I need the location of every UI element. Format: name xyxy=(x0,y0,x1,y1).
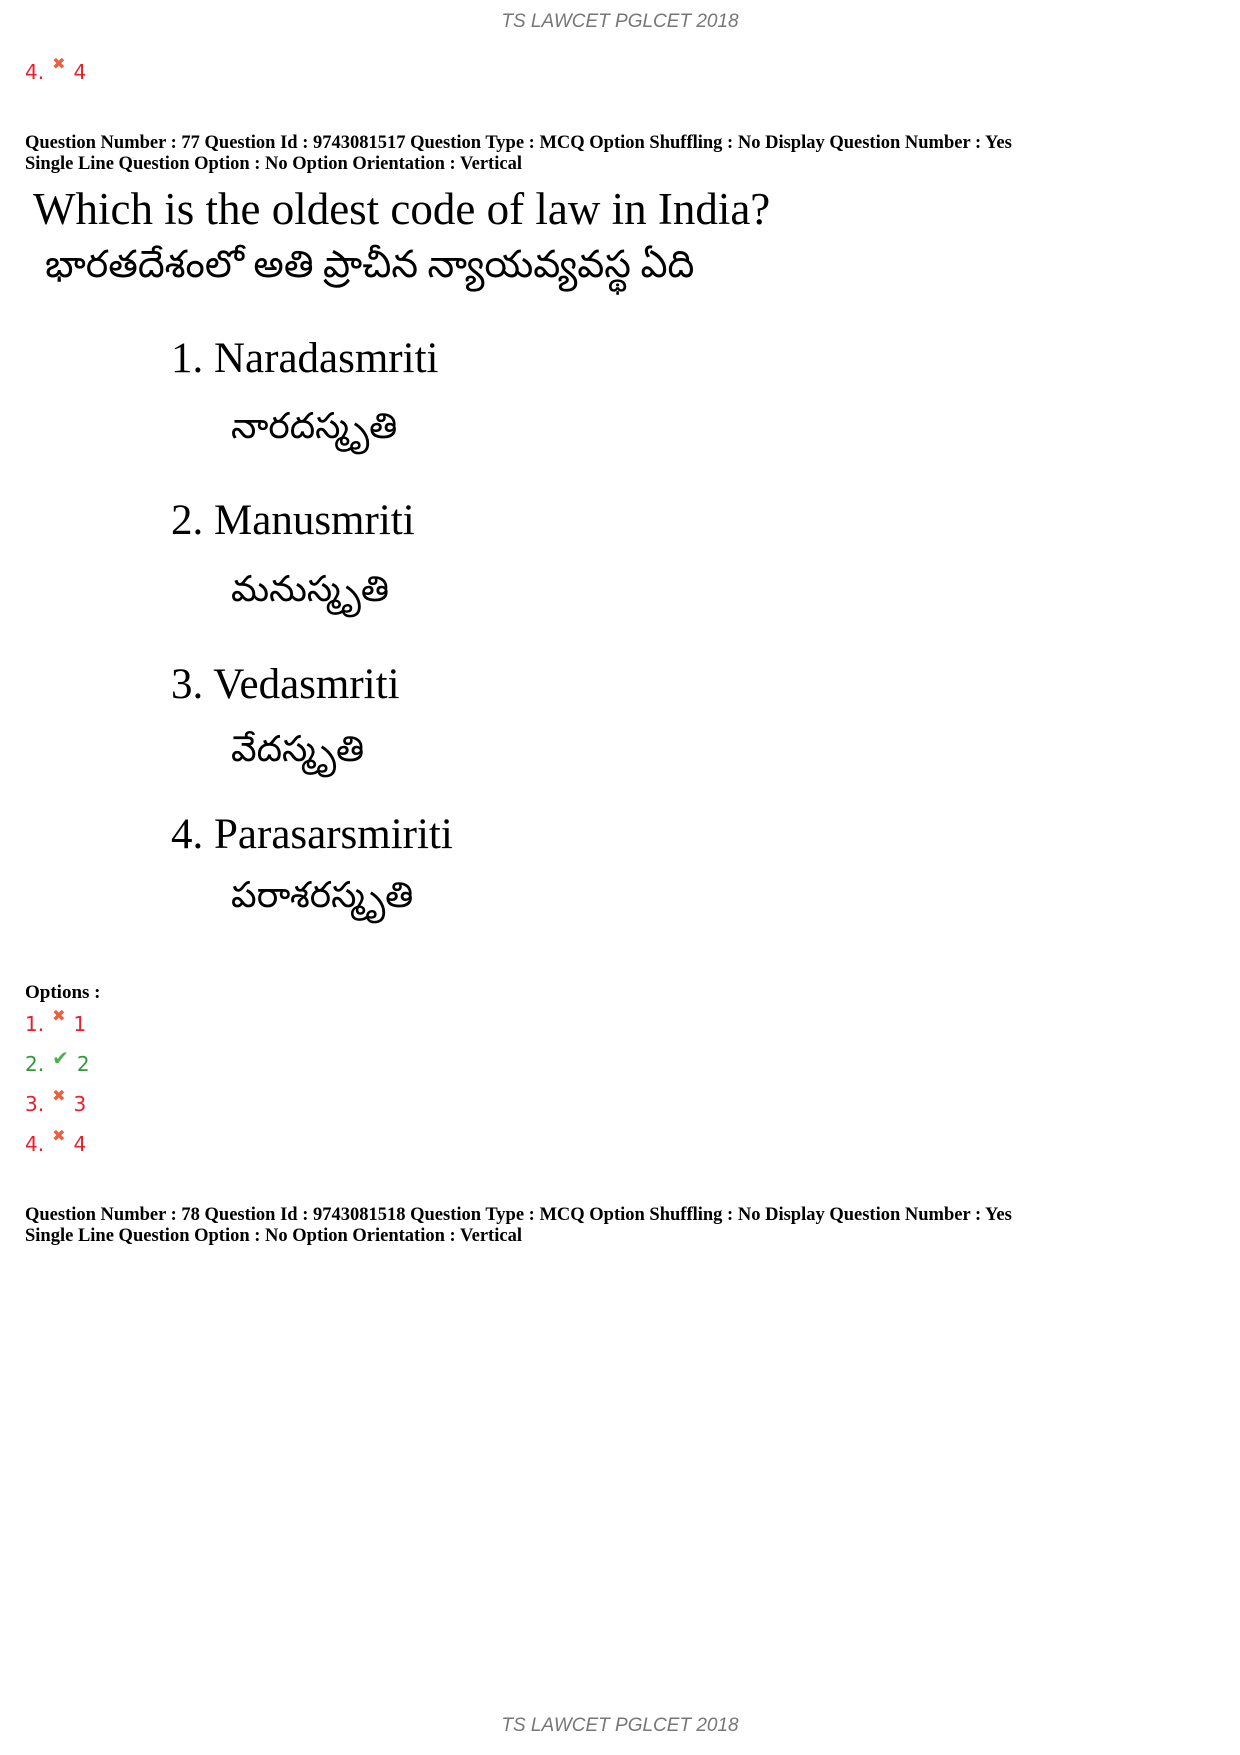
option-text: 3 xyxy=(73,1092,87,1116)
choice-1-te: నారదస్మృతి xyxy=(231,406,398,446)
meta-line-2: Single Line Question Option : No Option Orientation : Vertical xyxy=(25,1226,522,1246)
option-number: 1. xyxy=(25,1012,45,1036)
option-text: 4 xyxy=(73,60,87,84)
option-number: 2. xyxy=(25,1052,45,1076)
choice-3-en: 3. Vedasmriti xyxy=(171,661,400,708)
meta-line-2: Single Line Question Option : No Option Orientation : Vertical xyxy=(25,154,522,174)
option-text: 4 xyxy=(73,1132,87,1156)
question-77-meta xyxy=(25,133,1012,175)
prev-option-4 xyxy=(25,54,87,84)
cross-icon: ✖ xyxy=(52,54,66,73)
option-number: 3. xyxy=(25,1092,45,1116)
option-2 xyxy=(25,1046,90,1076)
option-4 xyxy=(25,1126,87,1156)
choice-2-en: 2. Manusmriti xyxy=(171,497,415,544)
cross-icon: ✖ xyxy=(52,1126,66,1145)
option-number: 4. xyxy=(25,60,45,84)
choice-4-te: పరాశరస్మృతి xyxy=(231,875,414,915)
check-icon: ✔ xyxy=(52,1046,69,1070)
option-1 xyxy=(25,1006,87,1036)
choice-1-en: 1. Naradasmriti xyxy=(171,335,439,382)
cross-icon: ✖ xyxy=(52,1086,66,1105)
option-3 xyxy=(25,1086,87,1116)
option-number: 4. xyxy=(25,1132,45,1156)
question-text-en: Which is the oldest code of law in India? xyxy=(33,184,771,234)
options-label: Options : xyxy=(25,982,101,1003)
choice-4-en: 4. Parasarsmiriti xyxy=(171,811,453,858)
choice-2-te: మనుస్మృతి xyxy=(231,569,389,609)
meta-line-1: Question Number : 78 Question Id : 9743081518 Question Type : MCQ Option Shuffling : No Display Question Number : Yes xyxy=(25,1205,1012,1225)
question-78-meta xyxy=(25,1205,1012,1247)
option-text: 1 xyxy=(73,1012,87,1036)
running-header: TS LAWCET PGLCET 2018 xyxy=(501,11,739,32)
choice-3-te: వేదస్మృతి xyxy=(231,729,365,769)
meta-line-1: Question Number : 77 Question Id : 9743081517 Question Type : MCQ Option Shuffling : No Display Question Number : Yes xyxy=(25,133,1012,153)
running-footer: TS LAWCET PGLCET 2018 xyxy=(501,1715,739,1736)
question-text-te: భారతదేశంలో అతి ప్రాచీన న్యాయవ్యవస్థ ఏది xyxy=(45,244,695,286)
option-text: 2 xyxy=(76,1052,90,1076)
cross-icon: ✖ xyxy=(52,1006,66,1025)
